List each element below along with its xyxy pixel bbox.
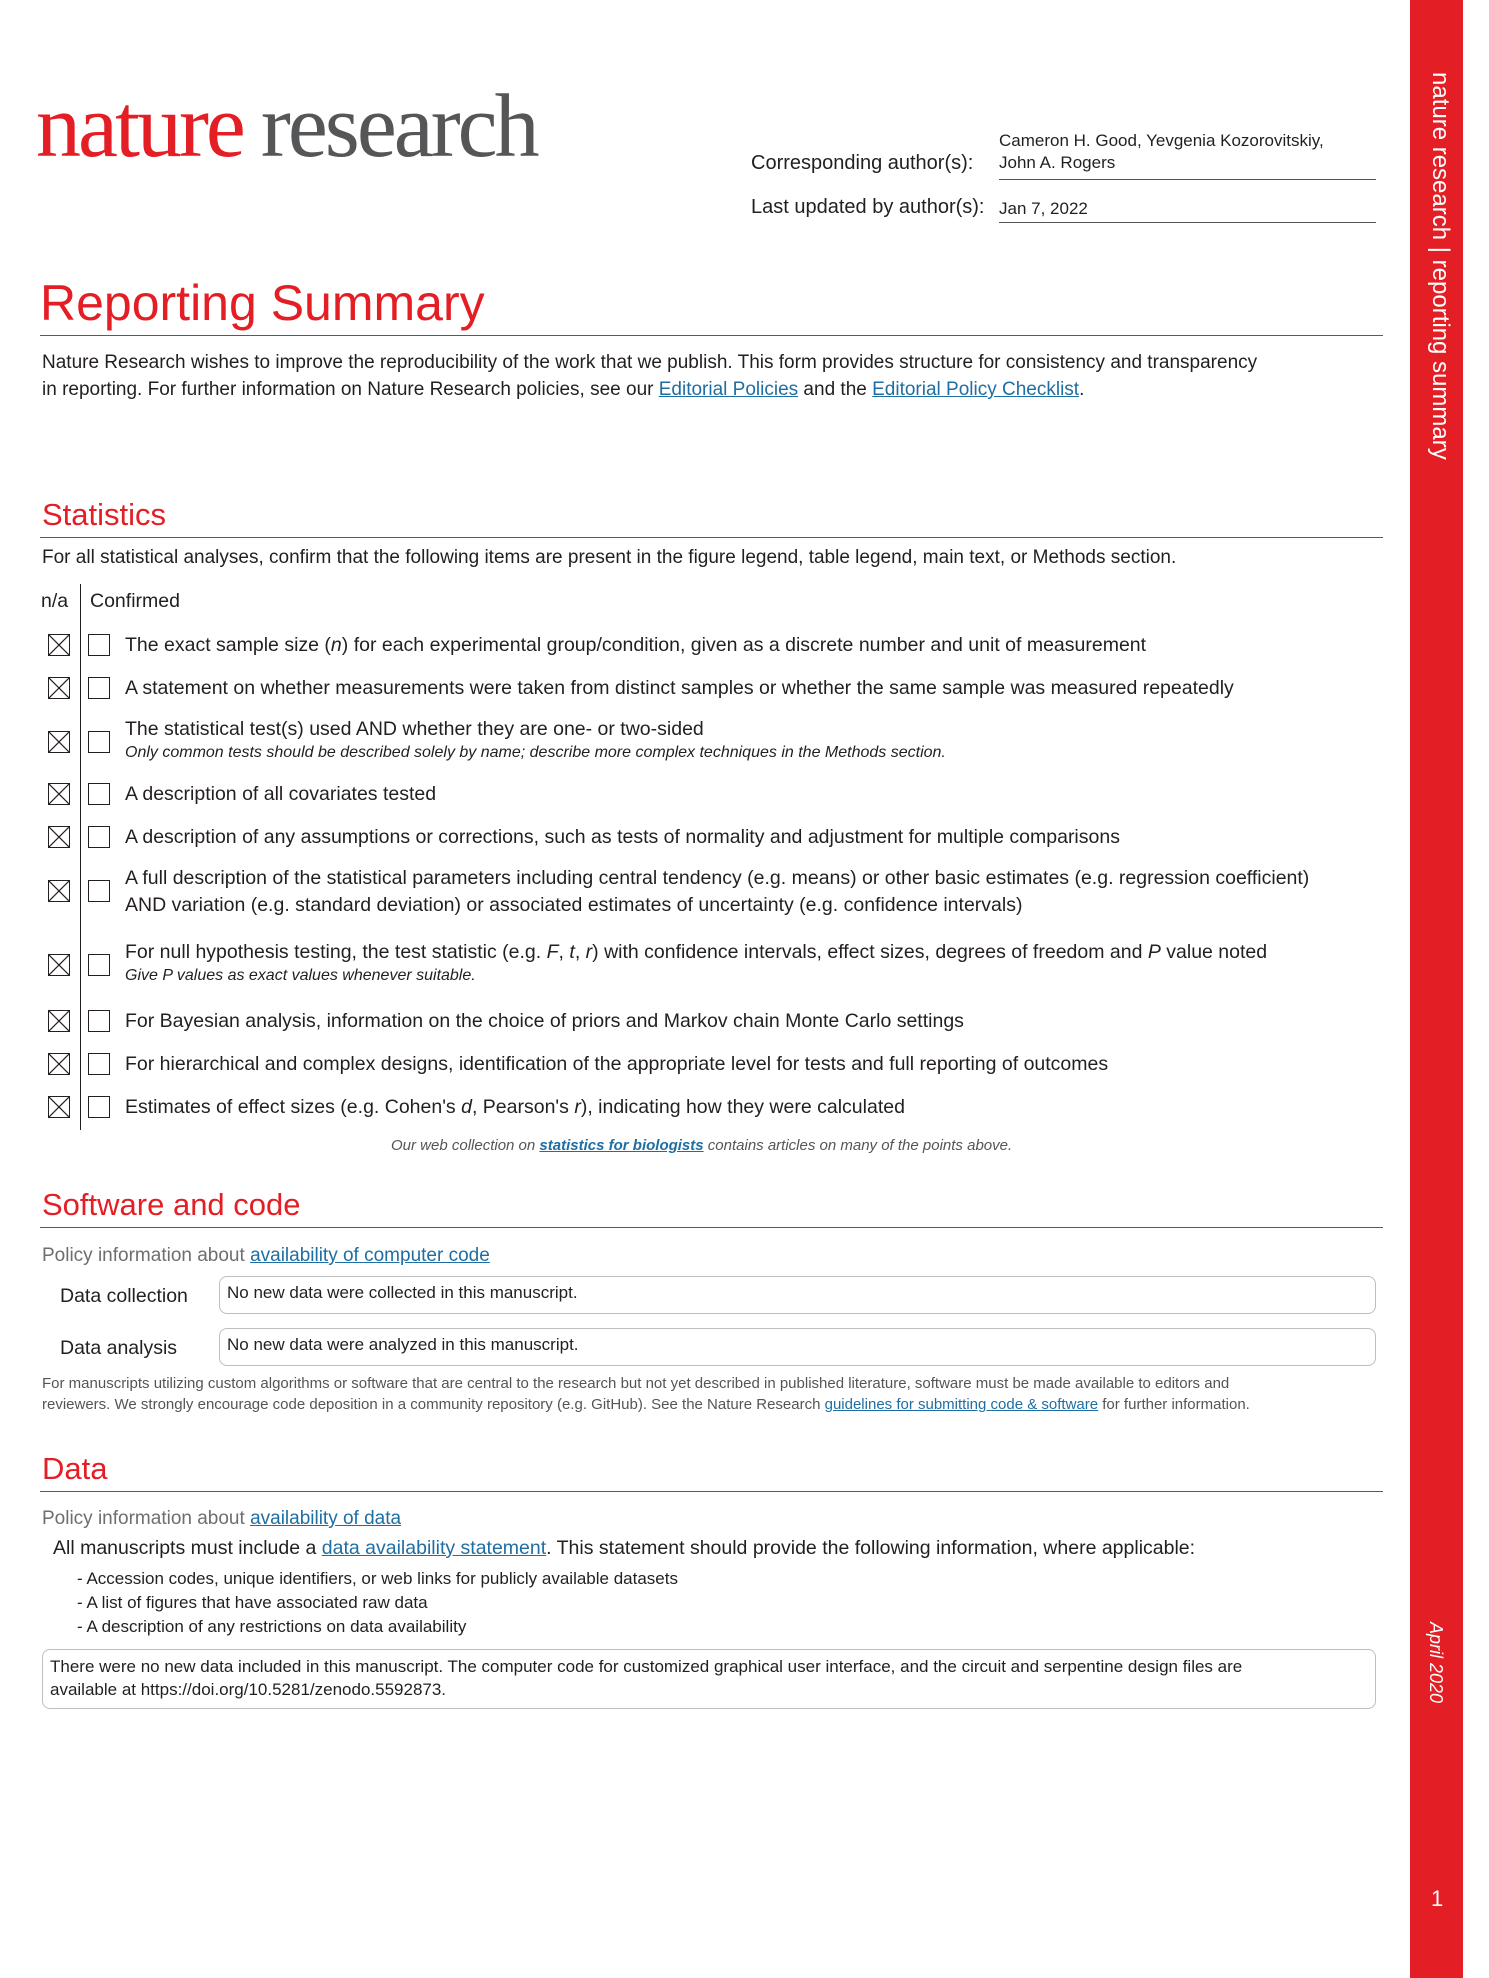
web-collection-note	[391, 1137, 1012, 1154]
item-7-text-a: For null hypothesis testing, the test statistic (e.g.	[125, 941, 547, 963]
na-checkbox-2[interactable]	[48, 677, 70, 699]
confirmed-checkbox-2[interactable]	[88, 677, 110, 699]
checklist-item-7	[125, 939, 1267, 986]
confirmed-checkbox-7[interactable]	[88, 954, 110, 976]
corresponding-author-underline	[999, 179, 1376, 180]
data-analysis-field[interactable]: No new data were analyzed in this manuscript.	[219, 1328, 1376, 1366]
statistics-rule	[40, 537, 1383, 538]
software-heading: Software and code	[42, 1187, 301, 1222]
confirmed-checkbox-1[interactable]	[88, 634, 110, 656]
checklist-item-1	[125, 632, 1146, 659]
data-list-item: - Accession codes, unique identifiers, or web links for publicly available datasets	[77, 1569, 678, 1588]
availability-of-data-link[interactable]: availability of data	[250, 1508, 402, 1529]
checklist-divider	[80, 584, 81, 1130]
data-analysis-label: Data analysis	[60, 1337, 178, 1359]
availability-of-computer-code-link[interactable]: availability of computer code	[250, 1245, 490, 1266]
item-7-italic-r: r	[585, 941, 593, 963]
web-note-text-a: Our web collection on	[391, 1137, 540, 1154]
item-6-line1: A full description of the statistical parameters including central tendency (e.g. means) or other basic estimates (e.g. regression coefficient)	[125, 867, 1310, 889]
last-updated-value: Jan 7, 2022	[999, 199, 1088, 218]
item-7-text-b: ) with confidence intervals, effect sizes, degrees of freedom and	[592, 941, 1148, 963]
na-checkbox-3[interactable]	[48, 731, 70, 753]
title-rule	[40, 335, 1383, 336]
item-10-text-a: Estimates of effect sizes (e.g. Cohen's	[125, 1096, 462, 1118]
item-3-subtext: Only common tests should be described solely by name; describe more complex techniques in the Methods section.	[125, 744, 946, 761]
item-7-subtext: Give P values as exact values whenever suitable.	[125, 967, 476, 984]
item-7-text-c: value noted	[1160, 941, 1268, 963]
confirmed-checkbox-5[interactable]	[88, 826, 110, 848]
sidebar	[1410, 0, 1463, 1978]
item-10-text-c: ), indicating how they were calculated	[580, 1096, 905, 1118]
data-policy-text: Policy information about	[42, 1508, 251, 1529]
na-checkbox-1[interactable]	[48, 634, 70, 656]
na-checkbox-9[interactable]	[48, 1053, 70, 1075]
na-checkbox-6[interactable]	[48, 880, 70, 902]
page-number: 1	[1431, 1886, 1444, 1911]
software-footnote-text-a: reviewers. We strongly encourage code deposition in a community repository (e.g. GitHub). See the Nature Research	[42, 1396, 825, 1413]
confirmed-checkbox-9[interactable]	[88, 1053, 110, 1075]
software-policy	[42, 1245, 490, 1267]
web-note-text-b: contains articles on many of the points above.	[703, 1137, 1013, 1154]
confirmed-checkbox-4[interactable]	[88, 783, 110, 805]
editorial-policy-checklist-link[interactable]: Editorial Policy Checklist	[872, 379, 1080, 400]
data-collection-field[interactable]: No new data were collected in this manuscript.	[219, 1276, 1376, 1314]
checklist-item-6	[125, 865, 1309, 919]
last-updated-underline	[999, 222, 1376, 223]
sidebar-title: nature research | reporting summary	[1427, 72, 1454, 460]
checklist-item-5: A description of any assumptions or corrections, such as tests of normality and adjustment for multiple comparisons	[125, 826, 1120, 848]
software-footnote-line1: For manuscripts utilizing custom algorithms or software that are central to the research but not yet described in published literature, software must be made available to editors and	[42, 1375, 1230, 1392]
software-footnote-text-b: for further information.	[1098, 1396, 1250, 1413]
na-checkbox-5[interactable]	[48, 826, 70, 848]
data-statement-instruction	[53, 1537, 1195, 1560]
intro-paragraph	[42, 349, 1382, 403]
code-guidelines-link[interactable]: guidelines for submitting code & software	[824, 1396, 1099, 1413]
data-policy	[42, 1508, 401, 1530]
na-checkbox-10[interactable]	[48, 1096, 70, 1118]
editorial-policies-link[interactable]: Editorial Policies	[658, 379, 799, 400]
corresponding-author-label: Corresponding author(s):	[751, 152, 974, 174]
data-list-item: - A description of any restrictions on data availability	[77, 1617, 467, 1636]
item-7-italic-f: F	[546, 941, 559, 963]
data-heading: Data	[42, 1451, 108, 1486]
item-7-sep2: ,	[574, 941, 586, 963]
item-7-italic-t: t	[569, 941, 575, 963]
item-7-sep1: ,	[558, 941, 570, 963]
item-3-text: The statistical test(s) used AND whether they are one- or two-sided	[125, 718, 704, 740]
intro-text-b: and the	[798, 379, 873, 400]
item-6-line2: AND variation (e.g. standard deviation) or associated estimates of uncertainty (e.g. confidence intervals)	[125, 894, 1023, 916]
corresponding-author-line1: Cameron H. Good, Yevgenia Kozorovitskiy,	[999, 131, 1324, 150]
intro-line1: Nature Research wishes to improve the reproducibility of the work that we publish. This form provides structure for consistency and transparency	[42, 352, 1258, 373]
intro-text-c: .	[1079, 379, 1085, 400]
item-10-italic-r: r	[574, 1096, 581, 1118]
checklist-item-8: For Bayesian analysis, information on the choice of priors and Markov chain Monte Carlo settings	[125, 1010, 964, 1032]
item-10-italic-d: d	[461, 1096, 472, 1118]
confirmed-checkbox-6[interactable]	[88, 880, 110, 902]
column-header-na: n/a	[41, 590, 69, 612]
item-1-text-b: ) for each experimental group/condition, given as a discrete number and unit of measurement	[341, 634, 1147, 656]
column-header-confirmed: Confirmed	[90, 590, 180, 612]
data-rule	[40, 1491, 1383, 1492]
item-10-text-b: , Pearson's	[471, 1096, 575, 1118]
sidebar-date: April 2020	[1426, 1622, 1446, 1704]
data-statement-text-b: . This statement should provide the following information, where applicable:	[546, 1537, 1196, 1559]
intro-line2	[42, 376, 1382, 403]
corresponding-author-line2: John A. Rogers	[999, 153, 1116, 172]
data-availability-statement-link[interactable]: data availability statement	[321, 1537, 547, 1559]
software-footnote	[42, 1373, 1392, 1415]
data-list-item: - A list of figures that have associated raw data	[77, 1593, 428, 1612]
data-availability-field[interactable]	[42, 1649, 1376, 1709]
item-1-italic-n: n	[330, 634, 342, 656]
software-footnote-line2	[42, 1394, 1392, 1415]
logo-word-research: research	[260, 77, 537, 176]
data-collection-label: Data collection	[60, 1285, 188, 1307]
checklist-item-4: A description of all covariates tested	[125, 783, 437, 805]
na-checkbox-7[interactable]	[48, 954, 70, 976]
statistics-for-biologists-link[interactable]: statistics for biologists	[539, 1137, 704, 1154]
intro-text-a: in reporting. For further information on Nature Research policies, see our	[42, 379, 659, 400]
software-policy-text: Policy information about	[42, 1245, 251, 1266]
statistics-description: For all statistical analyses, confirm that the following items are present in the figure legend, table legend, main text, or Methods section.	[42, 547, 1177, 568]
page-title: Reporting Summary	[40, 275, 485, 331]
checklist-item-2: A statement on whether measurements were taken from distinct samples or whether the same sample was measured repeatedly	[125, 677, 1234, 699]
item-1-text-a: The exact sample size (	[125, 634, 331, 656]
nature-research-logo	[36, 77, 537, 176]
statistics-heading: Statistics	[42, 497, 167, 532]
na-checkbox-8[interactable]	[48, 1010, 70, 1032]
logo-word-nature: nature	[36, 77, 243, 176]
data-statement-text-a: All manuscripts must include a	[53, 1537, 322, 1559]
checklist-item-10	[125, 1094, 905, 1121]
corresponding-author-value	[999, 130, 1324, 174]
item-7-italic-p: P	[1147, 941, 1161, 963]
last-updated-label: Last updated by author(s):	[751, 196, 985, 218]
confirmed-checkbox-10[interactable]	[88, 1096, 110, 1118]
confirmed-checkbox-3[interactable]	[88, 731, 110, 753]
checklist-item-3	[125, 716, 946, 763]
data-answer-line2: available at https://doi.org/10.5281/zenodo.5592873.	[50, 1680, 447, 1699]
software-rule	[40, 1227, 1383, 1228]
data-answer-line1: There were no new data included in this manuscript. The computer code for customized graphical user interface, and the circuit and serpentine design files are	[50, 1657, 1243, 1676]
na-checkbox-4[interactable]	[48, 783, 70, 805]
confirmed-checkbox-8[interactable]	[88, 1010, 110, 1032]
checklist-item-9: For hierarchical and complex designs, identification of the appropriate level for tests and full reporting of outcomes	[125, 1053, 1109, 1075]
